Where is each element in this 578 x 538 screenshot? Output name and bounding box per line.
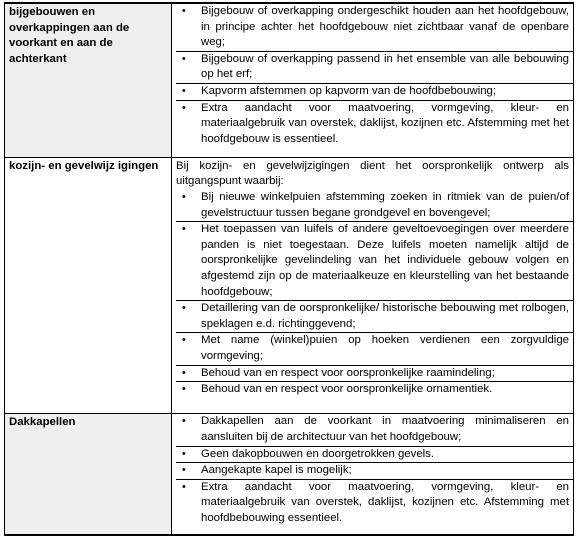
list-item-text: Het toepassen van luifels of andere geveltoevoegingen over meerdere panden is niet toegestaan. Deze luifels moeten namelijk altijd de oorspronkelijke gevelindeling van het individuele gebouw volgen en afgestemd zijn op de materiaalkeuze en kleurstelling van het bestaande hoofdgebouw; xyxy=(201,223,569,298)
list-item-text: Detaillering van de oorspronkelijke/ historische bebouwing met rolbogen, speklagen e.d. richtinggevend; xyxy=(201,302,569,330)
list-item xyxy=(176,414,573,446)
bullet-icon: • xyxy=(182,383,186,396)
list-item xyxy=(176,301,573,333)
list-item-text: Met name (winkel)puien op hoeken verdienen een zorgvuldige vormgeving; xyxy=(201,334,569,362)
list-item xyxy=(176,84,573,101)
list-item-text: Geen dakopbouwen en doorgetrokken gevels. xyxy=(201,447,435,460)
list-item-text: Dakkapellen aan de voorkant in maatvoering minimaliseren en aansluiten bij de architectuur van het hoofdgebouw; xyxy=(201,415,569,444)
row-content xyxy=(172,3,574,157)
row-label: kozijn- en gevelwijz igingen xyxy=(5,157,172,414)
bullet-icon: • xyxy=(182,101,186,114)
list-item xyxy=(176,222,573,301)
row-content xyxy=(172,157,574,414)
list-item xyxy=(176,447,573,464)
list-item xyxy=(176,366,573,383)
bullet-icon: • xyxy=(182,84,186,97)
table-row-dakkapellen xyxy=(5,414,574,535)
bullet-icon: • xyxy=(182,480,186,493)
list-item xyxy=(176,190,573,222)
list-item xyxy=(176,480,573,527)
row-content xyxy=(172,414,574,535)
list-item-text: Kapvorm afstemmen op kapvorm van de hoofdbebouwing; xyxy=(201,84,497,97)
bullet-list xyxy=(176,190,569,398)
list-item xyxy=(176,4,573,52)
list-item-text: Aangekapte kapel is mogelijk; xyxy=(201,464,352,477)
bullet-icon: • xyxy=(182,366,186,379)
row-intro: Bij kozijn- en gevelwijzigingen dient het oorspronkelijk ontwerp als uitgangspunt waarbij: xyxy=(176,159,569,188)
row-label: Dakkapellen xyxy=(5,414,172,535)
list-item xyxy=(176,463,573,480)
bullet-icon: • xyxy=(182,223,186,236)
bullet-icon: • xyxy=(182,190,186,203)
guidelines-table xyxy=(4,2,574,536)
list-item-text: Behoud van en respect voor oorspronkelijke ornamentiek. xyxy=(201,383,493,396)
bullet-list xyxy=(176,4,569,147)
bullet-icon: • xyxy=(182,415,186,428)
bullet-list xyxy=(176,414,569,526)
row-label: bijgebouwen en overkappingen aan de voorkant en aan de achterkant xyxy=(5,3,172,157)
list-item-text: Behoud van en respect voor oorspronkelijke raamindeling; xyxy=(201,366,495,379)
list-item-text: Extra aandacht voor maatvoering, vormgeving, kleur- en materiaalgebruik van overstek, daklijst, kozijnen etc. Afstemming met hoofdbebouwing essentieel. xyxy=(201,480,569,524)
list-item-text: Extra aandacht voor maatvoering, vormgeving, kleur- en materiaalgebruik van overstek, daklijst, kozijnen etc. Afstemming met het hoofdgebouw is essentieel. xyxy=(201,101,569,145)
bullet-icon: • xyxy=(182,334,186,347)
list-item xyxy=(176,333,573,365)
bullet-icon: • xyxy=(182,5,186,17)
bullet-icon: • xyxy=(182,52,186,65)
bullet-icon: • xyxy=(182,464,186,477)
bullet-icon: • xyxy=(182,302,186,315)
list-item-text: Bijgebouw of overkapping ondergeschikt houden aan het hoofdgebouw, in principe achter het hoofdgebouw niet zichtbaar vanaf de openbare weg; xyxy=(201,5,569,49)
table-row-kozijn xyxy=(5,157,574,414)
bullet-icon: • xyxy=(182,447,186,460)
list-item xyxy=(176,382,573,398)
list-item xyxy=(176,101,573,148)
table-row-bijgebouwen xyxy=(5,3,574,157)
list-item-text: Bij nieuwe winkelpuien afstemming zoeken in ritmiek van de puien/of gevelstructuur tussen begane grondgevel en bovengevel; xyxy=(201,190,569,219)
list-item xyxy=(176,52,573,84)
list-item-text: Bijgebouw of overkapping passend in het ensemble van alle bebouwing op het erf; xyxy=(201,52,569,81)
